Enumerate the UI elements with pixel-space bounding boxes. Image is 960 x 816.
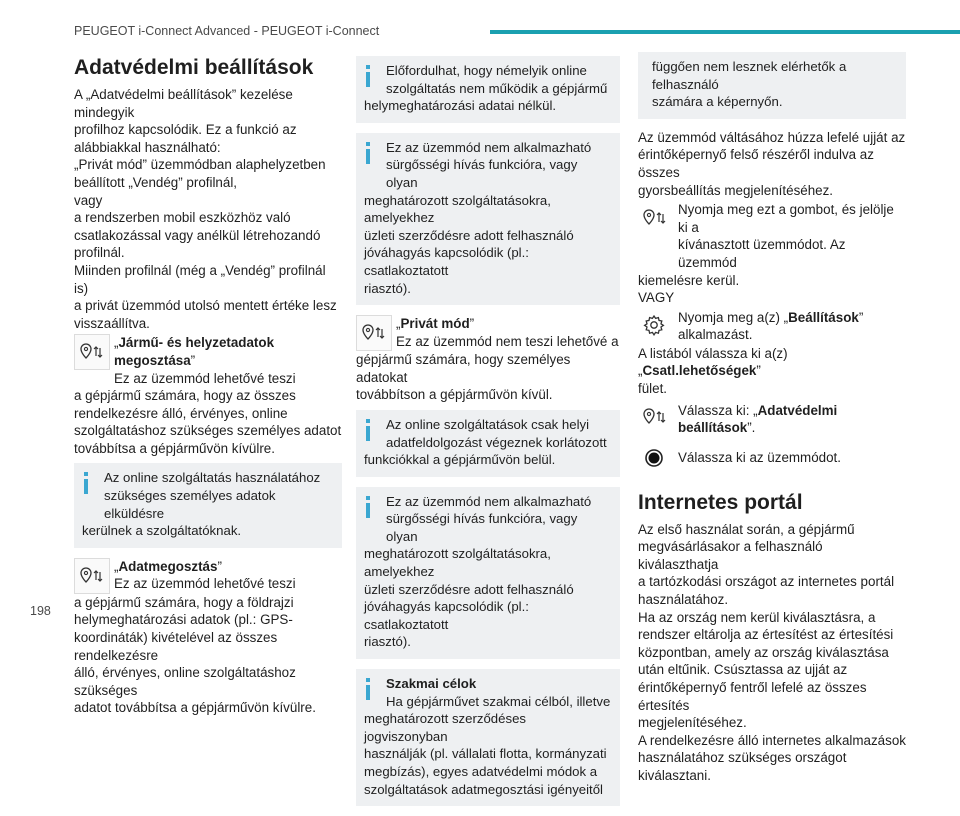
- section-heading-privacy: Adatvédelmi beállítások: [74, 56, 314, 79]
- info-note: [356, 487, 620, 659]
- text-line: profilnál.: [74, 245, 125, 261]
- text-line: a privát üzemmód utolsó mentett értéke lesz: [74, 298, 337, 314]
- note-line: riasztó).: [364, 280, 411, 296]
- text-line: megvásárlásakor a felhasználó kiválaszthatja: [638, 539, 823, 572]
- location-share-icon: [356, 315, 392, 351]
- note-line: jóváhagyás kapcsolódik (pl.: csatlakoztatott: [364, 245, 529, 278]
- text-line: A „Adatvédelmi beállítások” kezelése mindegyik: [74, 87, 293, 120]
- quote-mark: „: [114, 335, 119, 351]
- or-label: VAGY: [638, 290, 675, 306]
- text-line: koordináták) kivételével az összes rendelkezésre: [74, 630, 278, 663]
- privacy-settings-label: Adatvédelmi beállítások: [678, 402, 838, 436]
- info-note-continued: [638, 52, 906, 119]
- text-line: szolgáltatáshoz szükséges személyes adatot: [74, 423, 342, 439]
- text-line: beállított „Vendég” profilnál,: [74, 174, 238, 190]
- info-note: [356, 133, 620, 305]
- text-line: Nyomja meg ezt a gombot, és jelölje ki a: [678, 202, 894, 235]
- info-icon: [366, 496, 370, 518]
- note-line: Előfordulhat, hogy némelyik online: [386, 63, 587, 78]
- note-line: függően nem lesznek elérhetők a felhasználó: [652, 59, 847, 92]
- note-line: meghatározott szolgáltatásokra, amelyekhez: [364, 192, 551, 226]
- text-line: a tartózkodási országot az internetes portál: [638, 574, 895, 590]
- info-icon: [366, 678, 370, 700]
- text-part: ”: [858, 309, 864, 325]
- note-line: helymeghatározási adatai nélkül.: [364, 98, 557, 114]
- connectivity-label: Csatl.lehetőségek: [642, 363, 757, 379]
- text-line: Az első használat során, a gépjármű: [638, 521, 855, 537]
- note-line: sürgősségi hívás funkcióra, vagy olyan: [386, 157, 578, 190]
- mode-data-sharing: [74, 558, 342, 594]
- page-number: 198: [30, 604, 51, 618]
- text-line: rendszer eltárolja az értesítést az értesítési: [638, 627, 894, 643]
- note-line: Ez az üzemmód nem alkalmazható: [386, 139, 592, 155]
- note-line: Ez az üzemmód nem alkalmazható: [386, 493, 592, 509]
- text-part: ”.: [747, 420, 756, 436]
- text-line: kiemelésre kerül.: [638, 272, 740, 288]
- text-line: Ez az üzemmód lehetővé teszi: [114, 576, 296, 592]
- text-line: Ez az üzemmód lehetővé teszi: [114, 370, 296, 386]
- note-line: üzleti szerződésre adott felhasználó: [364, 227, 574, 243]
- text-line: használatához.: [638, 592, 729, 608]
- text-line: Miinden profilnál (még a „Vendég” profilnál is): [74, 262, 326, 296]
- note-line: Az online szolgáltatás használatához: [104, 470, 321, 486]
- text-line: csatlakozással vagy anélkül létrehozandó: [74, 227, 321, 243]
- info-icon: [366, 65, 370, 87]
- info-note: [356, 410, 620, 477]
- section-heading-internet-portal: Internetes portál: [638, 490, 803, 514]
- text-part: Nyomja meg a(z) „: [678, 309, 789, 325]
- info-note-professional: [356, 669, 620, 806]
- text-line: továbbítsa a gépjárművön kívülre.: [74, 440, 275, 456]
- text-line: érintőképernyő felső részéről indulva az összes: [638, 147, 874, 180]
- note-line: meghatározott szerződéses jogviszonyban: [364, 711, 526, 744]
- note-line: kerülnek a szolgáltatóknak.: [82, 523, 242, 539]
- text-line: megjelenítéséhez.: [638, 715, 747, 731]
- column-3: [638, 52, 906, 785]
- text-line: alábbiakkal használható:: [74, 139, 221, 155]
- text-line: Az üzemmód váltásához húzza lefelé ujját az: [638, 129, 906, 145]
- text-line: továbbítson a gépjárművön kívül.: [356, 387, 553, 403]
- text-line: „Privát mód” üzemmódban alaphelyzetben: [74, 157, 326, 173]
- text-line: kívánasztott üzemmódot. Az üzemmód: [678, 237, 846, 270]
- running-header: PEUGEOT i-Connect Advanced - PEUGEOT i-Connect: [74, 24, 380, 38]
- note-line: Ha gépjárművet szakmai célból, illetve: [386, 693, 611, 709]
- note-line: szükséges személyes adatok elküldésre: [104, 488, 276, 521]
- location-share-icon: [74, 334, 110, 370]
- text-line: Ha az ország nem kerül kiválasztásra, a: [638, 609, 876, 625]
- mode-title: Jármű- és helyzetadatok megosztása: [114, 335, 275, 368]
- text-line: használatához szükséges országot kiválasztani.: [638, 750, 847, 783]
- note-line: üzleti szerződésre adott felhasználó: [364, 581, 574, 597]
- quote-mark: „: [114, 558, 119, 574]
- info-note: [356, 56, 620, 123]
- text-line: rendelkezésre álló, érvényes, online: [74, 405, 288, 421]
- text-line: központban, amely az ország kiválasztása: [638, 644, 889, 660]
- text-line: gépjármű számára, hogy személyes adatokat: [356, 352, 571, 385]
- column-1: [74, 52, 342, 717]
- text-line: érintőképernyő fentről lefelé az összes értesítés: [638, 680, 867, 713]
- note-line: számára a képernyőn.: [652, 94, 783, 110]
- info-icon: [366, 142, 370, 164]
- note-line: használják (pl. vállalati flotta, kormányzati: [364, 746, 607, 762]
- quote-mark: ”: [217, 558, 222, 574]
- mode-private: [356, 315, 620, 351]
- note-line: jóváhagyás kapcsolódik (pl.: csatlakoztatott: [364, 599, 529, 632]
- text-line: a gépjármű számára, hogy a földrajzi: [74, 594, 294, 610]
- text-line: A rendelkezésre álló internetes alkalmazások: [638, 732, 906, 748]
- note-title: Szakmai célok: [386, 676, 477, 692]
- note-line: funkciókkal a gépjárművön belül.: [364, 452, 556, 468]
- mode-title: Privát mód: [400, 316, 470, 332]
- text-part: ”: [756, 363, 761, 379]
- text-line: Ez az üzemmód nem teszi lehetővé a: [396, 333, 619, 349]
- text-line: fület.: [638, 380, 668, 396]
- text-line: álló, érvényes, online szolgáltatáshoz szükséges: [74, 665, 296, 698]
- text-line: a rendszerben mobil eszközhöz való: [74, 210, 291, 226]
- note-line: adatfeldolgozást végeznek korlátozott: [386, 434, 607, 450]
- info-icon: [366, 419, 370, 441]
- step-press-button: [638, 201, 906, 271]
- settings-label: Beállítások: [788, 309, 859, 325]
- text-line: profilhoz kapcsolódik. Ez a funkció az: [74, 122, 297, 138]
- note-line: szolgáltatások adatmegosztási igényeitől: [364, 781, 603, 797]
- text-line: alkalmazást.: [678, 327, 753, 343]
- text-line: helymeghatározási adatok (pl.: GPS-: [74, 612, 293, 628]
- text-line: gyorsbeállítás megjelenítéséhez.: [638, 182, 834, 198]
- step-select-mode: [638, 441, 906, 477]
- note-line: riasztó).: [364, 634, 411, 650]
- note-line: meghatározott szolgáltatásokra, amelyekhez: [364, 546, 551, 580]
- note-line: Az online szolgáltatások csak helyi: [386, 416, 590, 432]
- column-2: [356, 52, 620, 816]
- location-share-icon: [638, 400, 674, 436]
- text-line: után eltűnik. Csúsztassa az ujját az: [638, 662, 848, 678]
- step-select-privacy: [638, 400, 906, 437]
- radio-selected-icon: [638, 441, 674, 477]
- text-line: adatot továbbítsa a gépjárművön kívülre.: [74, 700, 316, 716]
- note-line: szolgáltatás nem működik a gépjármű: [386, 80, 608, 96]
- location-share-icon: [638, 201, 674, 237]
- gear-icon: [638, 309, 674, 345]
- note-line: megbízás), egyes adatvédelmi módok a: [364, 764, 598, 779]
- info-icon: [84, 472, 88, 494]
- text-line: vagy: [74, 192, 103, 208]
- quote-mark: ”: [469, 316, 475, 332]
- text-line: Válassza ki az üzemmódot.: [678, 449, 841, 465]
- info-note: [74, 463, 342, 547]
- header-accent-bar: [490, 30, 960, 34]
- note-line: sürgősségi hívás funkcióra, vagy olyan: [386, 511, 578, 544]
- quote-mark: „: [396, 316, 401, 332]
- quote-mark: ”: [190, 352, 196, 368]
- mode-vehicle-location-sharing: [74, 334, 342, 387]
- text-line: a gépjármű számára, hogy az összes: [74, 388, 296, 404]
- intro-text: [74, 86, 342, 332]
- step-settings: [638, 309, 906, 345]
- location-share-icon: [74, 558, 110, 594]
- text-part: A listából válassza ki a(z) „: [638, 345, 788, 379]
- text-part: Válassza ki: „: [678, 402, 758, 418]
- mode-title: Adatmegosztás: [118, 558, 218, 574]
- text-line: visszaállítva.: [74, 315, 150, 331]
